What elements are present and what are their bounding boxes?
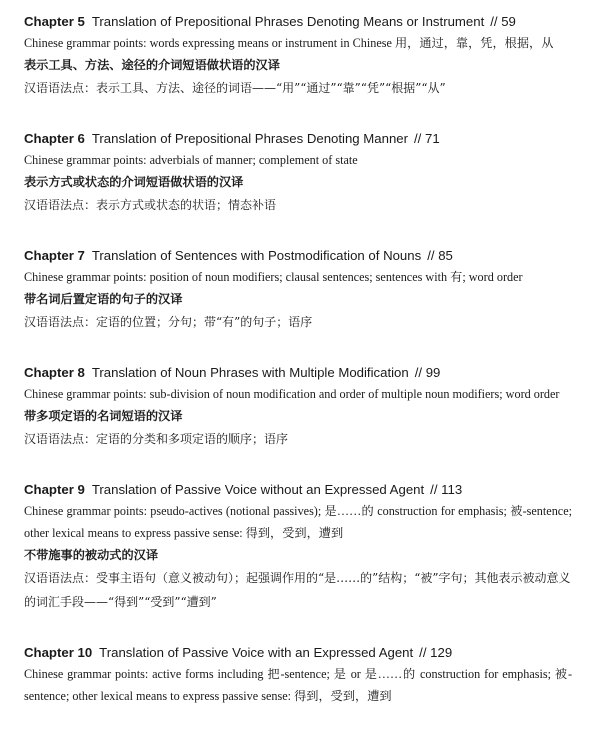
grammar-points: Chinese grammar points: position of noun modifiers; clausal sentences; sentences with 有; word order (24, 270, 523, 284)
chapter-heading (24, 480, 572, 500)
grammar-points: Chinese grammar points: sub-division of noun modification and order of multiple noun modifiers; word order (24, 387, 560, 401)
chapter-title: Translation of Sentences with Postmodification of Nouns (91, 248, 422, 263)
chapter-title: Translation of Noun Phrases with Multiple Modification (91, 365, 409, 380)
page-number: // 59 (490, 14, 516, 29)
chapter-title: Translation of Passive Voice without an Expressed Agent (91, 482, 425, 497)
chapter-title: Translation of Passive Voice with an Expressed Agent (99, 645, 414, 660)
toc-entry-chapter-7 (24, 246, 572, 334)
grammar-points: Chinese grammar points: adverbials of manner; complement of state (24, 153, 358, 167)
chinese-grammar-points: 汉语语法点：定语的位置；分句；带“有”的句子；语序 (24, 315, 313, 329)
chapter-title: Translation of Prepositional Phrases Denoting Means or Instrument (91, 14, 485, 29)
chapter-heading (24, 246, 572, 266)
grammar-points: Chinese grammar points: active forms including 把-sentence; 是 or 是……的 construction for emphasis; 被-sentence; other lexical means to express passive sense: 得到，受到，遭到 (24, 667, 572, 703)
chapter-heading (24, 643, 572, 663)
page-number: // 71 (414, 131, 440, 146)
page-number: // 99 (414, 365, 441, 380)
chapter-number: Chapter 6 (24, 131, 85, 146)
toc-entry-chapter-8 (24, 363, 572, 451)
chinese-chapter-title: 带名词后置定语的句子的汉译 (24, 292, 183, 306)
chapter-heading (24, 12, 572, 32)
chinese-grammar-points: 汉语语法点：表示方式或状态的状语；情态补语 (24, 198, 277, 212)
toc-entry-chapter-6 (24, 129, 572, 217)
chinese-grammar-points: 汉语语法点：受事主语句（意义被动句）；起强调作用的“是……的”结构；“被”字句；其他表示被动意义的词汇手段——“得到”“受到”“遭到” (24, 571, 571, 609)
grammar-points: Chinese grammar points: words expressing means or instrument in Chinese 用，通过，靠，凭，根据，从 (24, 36, 554, 50)
chinese-chapter-title: 不带施事的被动式的汉译 (24, 548, 159, 562)
page-number: // 85 (427, 248, 453, 263)
chapter-heading (24, 129, 572, 149)
chinese-chapter-title: 带多项定语的名词短语的汉译 (24, 409, 183, 423)
toc-entry-chapter-10 (24, 643, 572, 707)
chinese-chapter-title: 表示方式或状态的介词短语做状语的汉译 (24, 175, 244, 189)
chapter-number: Chapter 7 (24, 248, 85, 263)
chinese-chapter-title: 表示工具、方法、途径的介词短语做状语的汉译 (24, 58, 280, 72)
toc-entry-chapter-5 (24, 12, 572, 100)
table-of-contents (24, 12, 572, 736)
chapter-heading (24, 363, 572, 383)
chapter-title: Translation of Prepositional Phrases Denoting Manner (91, 131, 409, 146)
chapter-number: Chapter 8 (24, 365, 85, 380)
chapter-number: Chapter 5 (24, 14, 85, 29)
page-number: // 129 (419, 645, 453, 660)
chapter-number: Chapter 10 (24, 645, 93, 660)
page-number: // 113 (430, 482, 463, 497)
toc-entry-chapter-9 (24, 480, 572, 614)
grammar-points: Chinese grammar points: pseudo-actives (notional passives); 是……的 construction for emphasis; 被-sentence; other lexical means to express passive sense: 得到，受到，遭到 (24, 504, 572, 540)
chapter-number: Chapter 9 (24, 482, 85, 497)
chinese-grammar-points: 汉语语法点：定语的分类和多项定语的顺序；语序 (24, 432, 289, 446)
chinese-grammar-points: 汉语语法点：表示工具、方法、途径的词语——“用”“通过”“靠”“凭”“根据”“从” (24, 81, 446, 95)
